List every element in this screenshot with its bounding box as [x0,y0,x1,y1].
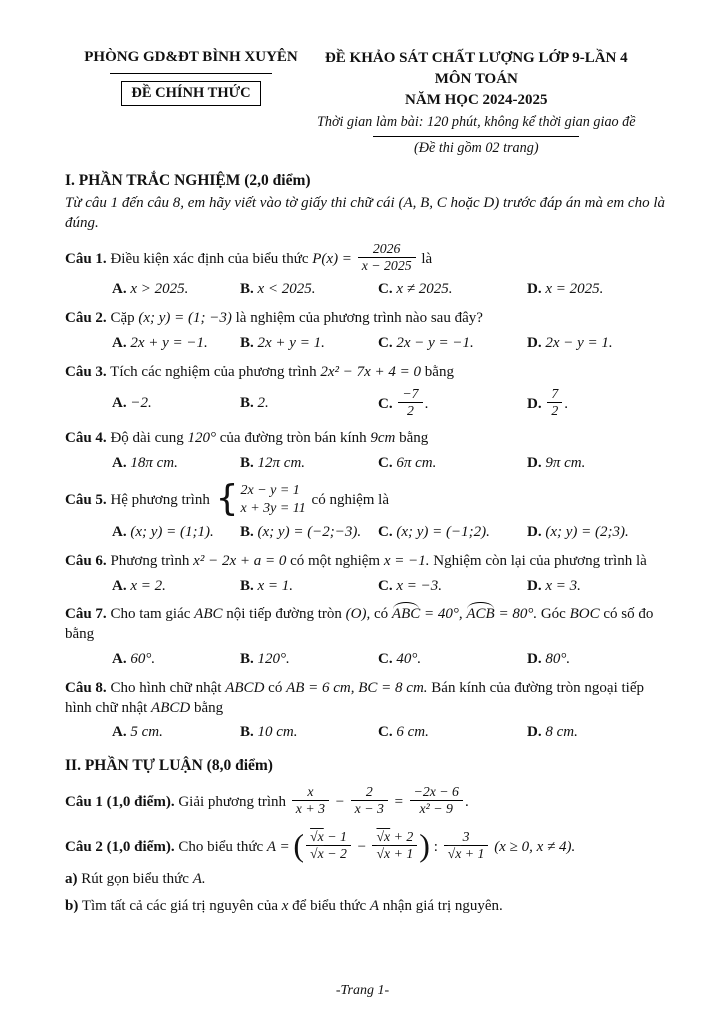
colon-operator: : [433,838,438,855]
fraction-numerator: 3 [444,829,489,846]
option-text: (x; y) = (1;1). [130,524,214,541]
fraction-numerator: 2 [351,784,388,801]
option-text: 80°. [545,651,571,668]
option-c [378,385,527,421]
question-label: Câu 5. [65,491,107,508]
item-label: b) [65,898,79,915]
option-label: A. [112,724,127,741]
math-run: = 40°, [424,606,463,623]
question-6-options [65,577,667,597]
question-5 [65,478,667,543]
fraction-numerator: −2x − 6 [410,784,463,801]
right-paren: ) [419,826,430,863]
option-label: C. [378,334,393,351]
option-text: x < 2025. [257,281,316,298]
sqrt-term: √x [447,845,462,861]
option-label: C. [378,651,393,668]
option-text: 12π cm. [257,455,306,472]
option-label: D. [527,651,542,668]
option-text: 10 cm. [257,724,298,741]
option-label: C. [378,281,393,298]
question-2-options [65,334,667,354]
option-text: x = 1. [257,577,294,594]
math-run: (x; y) = (1; −3) [138,310,232,327]
option-label: B. [240,455,254,472]
part1-heading: I. PHẦN TRẮC NGHIỆM (2,0 điểm) [65,172,311,190]
question-2-stem [65,309,667,329]
option-d [527,577,667,597]
option-b [240,454,378,474]
math-run: P(x) = [312,250,352,267]
header-right [317,48,682,157]
option-text: x = 3. [545,577,581,594]
math-run: − 2 [323,845,347,861]
header-left-rule [110,73,272,74]
question-label: Câu 1 (1,0 điểm). [65,793,175,810]
math-run: ABC [194,606,223,623]
math-run: 120° [187,430,217,447]
math-run: − 1 [323,828,347,844]
fraction-numerator: −7 [398,386,422,403]
option-text: 6π cm. [396,455,437,472]
sqrt-term: √x [310,845,324,861]
fraction-denominator: x − 2025 [361,257,412,273]
option-a [112,523,240,543]
option-d [527,454,667,474]
stem-text: Điều kiện xác định của biểu thức [110,250,309,267]
question-1-options [65,280,667,300]
header [65,48,667,157]
question-7-options [65,650,667,670]
option-text: (x; y) = (2;3). [545,524,629,541]
option-text: 2x + y = 1. [257,334,325,351]
stem-text: Độ dài cung [110,430,184,447]
minus-operator: − [356,838,367,855]
option-c [378,280,527,300]
fraction [358,241,416,274]
math-run: x [281,898,289,915]
option-label: C. [378,577,393,594]
question-label: Câu 7. [65,606,107,623]
fraction [410,784,463,817]
question-1 [65,240,667,301]
stem-text: của đường tròn bán kính [219,430,367,447]
option-label: A. [112,577,127,594]
stem-text: bằng [424,363,454,380]
stem-text: Tích các nghiệm của phương trình [110,363,317,380]
question-6 [65,552,667,597]
item-label: a) [65,871,78,888]
math-run: ABCD [151,699,191,716]
option-label: A. [112,524,127,541]
option-label: A. [112,281,127,298]
math-run: A [369,898,380,915]
option-b [240,650,378,670]
stem-text: nội tiếp đường tròn [226,606,342,623]
subject-title: MÔN TOÁN [434,71,518,87]
math-run: x² − 2x + a = 0 [193,552,287,569]
option-d [527,650,667,670]
option-text: 60°. [130,651,156,668]
fraction-numerator: 2026 [358,241,416,258]
option-label: B. [240,395,254,412]
header-left [65,48,317,106]
option-text: 40°. [396,651,422,668]
option-label: C. [378,724,393,741]
fraction-numerator: 7 [547,386,562,403]
option-b [240,577,378,597]
stem-text: là nghiệm của phương trình nào sau đây? [235,310,483,327]
option-text: x ≠ 2025. [396,281,453,298]
math-run: (O), [345,606,371,623]
stem-text: là [421,250,433,267]
question-4-options [65,454,667,474]
option-c [378,334,527,354]
question-label: Câu 4. [65,430,107,447]
question-5-stem [65,478,667,520]
option-text: −2. [130,395,152,412]
stem-text: bằng [399,430,429,447]
question-4-stem [65,429,667,449]
math-run: AB = 6 cm, BC = 8 cm. [286,679,428,696]
option-label: B. [240,577,254,594]
option-label: A. [112,455,127,472]
question-label: Câu 8. [65,679,107,696]
math-run: + 1 [461,845,485,861]
math-run: 2x² − 7x + 4 = 0 [320,363,422,380]
question-label: Câu 3. [65,363,107,380]
system-equations [240,482,305,517]
sqrt-term: √x [376,828,391,844]
time-note: Thời gian làm bài: 120 phút, không kể thời gian giao đề [317,114,636,130]
condition-run: (x ≥ 0, x ≠ 4). [494,838,576,855]
arc-angle: ABC [392,605,420,625]
fraction [292,784,329,817]
option-text: 5 cm. [130,724,163,741]
option-text: x > 2025. [130,281,189,298]
option-label: B. [240,334,254,351]
stem-text: Bán kính của đường tròn ngoại tiếp hình chữ nhật [65,679,644,716]
math-run: BOC [569,606,600,623]
math-run: 2x − y = 1 [240,483,300,499]
arc-angle: ACB [466,605,494,625]
fraction-denominator: x − 3 [354,801,384,817]
fraction-denominator: x² − 9 [419,801,453,817]
stem-text: có một nghiệm [290,552,381,569]
stem-text: Cho tam giác [110,606,191,623]
stem-text: Nghiệm còn lại của phương trình là [433,552,647,569]
option-b [240,723,378,743]
option-c [378,577,527,597]
stem-text: bằng [193,699,224,716]
option-label: A. [112,395,127,412]
option-label: C. [378,524,393,541]
option-text: 18π cm. [130,455,178,472]
option-b [240,334,378,354]
question-3-stem [65,363,667,383]
stem-text: có [373,606,389,623]
question-6-stem [65,552,667,572]
option-label: D. [527,395,542,412]
math-run: + 2 [390,828,414,844]
question-3-options [65,385,667,421]
stem-text: có số đo bằng [65,606,654,643]
math-run: A. [192,871,206,888]
math-run: + 1 [390,845,414,861]
department-title: PHÒNG GD&ĐT BÌNH XUYÊN [84,49,298,65]
option-d [527,280,667,300]
stem-text: Cho biểu thức [178,838,264,855]
stem-text: Giải phương trình [178,793,287,810]
option-text: 2x − y = −1. [396,334,474,351]
option-c [378,523,527,543]
left-paren: ( [293,826,305,863]
question-label: Câu 2 (1,0 điểm). [65,838,175,855]
option-text: (x; y) = (−2;−3). [257,524,362,541]
option-c [378,454,527,474]
pages-note: (Đề thi gồm 02 trang) [414,139,539,156]
option-text: 8 cm. [545,724,578,741]
option-a [112,334,240,354]
stem-text: Góc [540,606,566,623]
option-text: (x; y) = (−1;2). [396,524,490,541]
option-text: . [564,395,568,412]
essay-question-1 [65,783,667,819]
option-d [527,723,667,743]
item-text: Tìm tất cả các giá trị nguyên của [81,898,278,915]
essay-question-2-item-b [65,897,667,917]
stem-text: Phương trình [110,552,190,569]
option-c [378,723,527,743]
sqrt-term: √x [376,845,391,861]
question-label: Câu 1. [65,250,107,267]
fraction [398,386,422,419]
system-brace: { [215,478,239,520]
option-label: D. [527,455,542,472]
fraction-denominator [444,846,489,861]
item-text: nhận giá trị nguyên. [382,898,503,915]
fraction-denominator: 2 [407,403,414,419]
option-c [378,650,527,670]
fraction [351,784,388,817]
option-label: D. [527,334,542,351]
question-8-options [65,723,667,743]
option-label: A. [112,334,127,351]
equation-system [215,478,306,520]
question-4 [65,429,667,474]
option-text: 6 cm. [396,724,429,741]
question-5-options [65,523,667,543]
math-run: = 80°. [498,606,538,623]
school-year-title: NĂM HỌC 2024-2025 [405,92,548,108]
stem-text: Cho hình chữ nhật [110,679,222,696]
option-d [527,523,667,543]
option-a [112,723,240,743]
option-text: x = 2. [130,577,166,594]
sqrt-term: √x [310,828,324,844]
question-7 [65,605,667,669]
question-7-stem [65,605,667,645]
option-text: . [424,395,429,412]
option-label: D. [527,577,542,594]
fraction-numerator [372,829,417,846]
stem-text: Hệ phương trình [110,491,210,508]
stem-text: Cặp [110,310,135,327]
option-b [240,394,378,414]
option-label: B. [240,281,254,298]
stem-text: . [464,793,469,810]
option-text: 2x − y = 1. [545,334,613,351]
essay-question-2 [65,826,667,917]
question-3 [65,363,667,421]
equals-operator: = [393,793,404,810]
option-text: 2x + y = −1. [130,334,208,351]
option-label: B. [240,524,254,541]
question-label: Câu 2. [65,310,107,327]
item-text: Rút gọn biểu thức [81,871,189,888]
fraction-denominator: x + 3 [295,801,326,817]
option-d [527,385,667,421]
part1-instruction: Từ câu 1 đến câu 8, em hãy viết vào tờ giấy thi chữ cái (A, B, C hoặc D) trước đáp án mà em cho là đúng. [65,194,666,231]
option-a [112,280,240,300]
question-8 [65,679,667,743]
stem-text: có [268,679,283,696]
question-1-stem [65,240,667,276]
option-a [112,650,240,670]
option-a [112,577,240,597]
fraction [306,829,351,862]
official-exam-box: ĐỀ CHÍNH THỨC [121,81,260,106]
page-footer: -Trang 1- [335,982,390,998]
option-label: D. [527,524,542,541]
fraction [444,829,489,862]
option-text: 120°. [257,651,290,668]
math-run: A = [266,838,290,855]
option-text: x = −3. [396,577,442,594]
essay-question-2-item-a [65,870,667,890]
option-label: D. [527,281,542,298]
option-b [240,523,378,543]
option-label: B. [240,724,254,741]
option-label: B. [240,651,254,668]
option-text: 9π cm. [545,455,586,472]
header-right-rule [373,136,579,137]
question-8-stem [65,679,667,719]
stem-text: có nghiệm là [311,491,390,508]
option-label: C. [378,395,393,412]
option-text: x = 2025. [545,281,604,298]
minus-operator: − [334,793,345,810]
option-b [240,280,378,300]
essay-question-2-stem [65,826,667,864]
option-label: C. [378,455,393,472]
fraction [547,386,562,419]
fraction-numerator: x [292,784,329,801]
fraction-denominator: 2 [551,403,559,419]
fraction-denominator [306,846,351,861]
item-text: để biểu thức [292,898,367,915]
math-run: ABCD [225,679,265,696]
math-run: x = −1. [383,552,430,569]
fraction [372,829,417,862]
exam-title: ĐỀ KHẢO SÁT CHẤT LƯỢNG LỚP 9-LẦN 4 [324,50,628,66]
option-label: D. [527,724,542,741]
part2-heading: II. PHẦN TỰ LUẬN (8,0 điểm) [65,757,273,775]
option-d [527,334,667,354]
math-run: 9cm [370,430,396,447]
math-run: x + 3y = 11 [240,500,306,516]
fraction-numerator [306,829,351,846]
option-a [112,454,240,474]
question-label: Câu 6. [65,552,107,569]
question-2 [65,309,667,354]
option-label: A. [112,651,127,668]
essay-question-1-stem [65,783,667,819]
option-a [112,394,240,414]
option-text: 2. [257,395,269,412]
fraction-denominator [372,846,417,861]
